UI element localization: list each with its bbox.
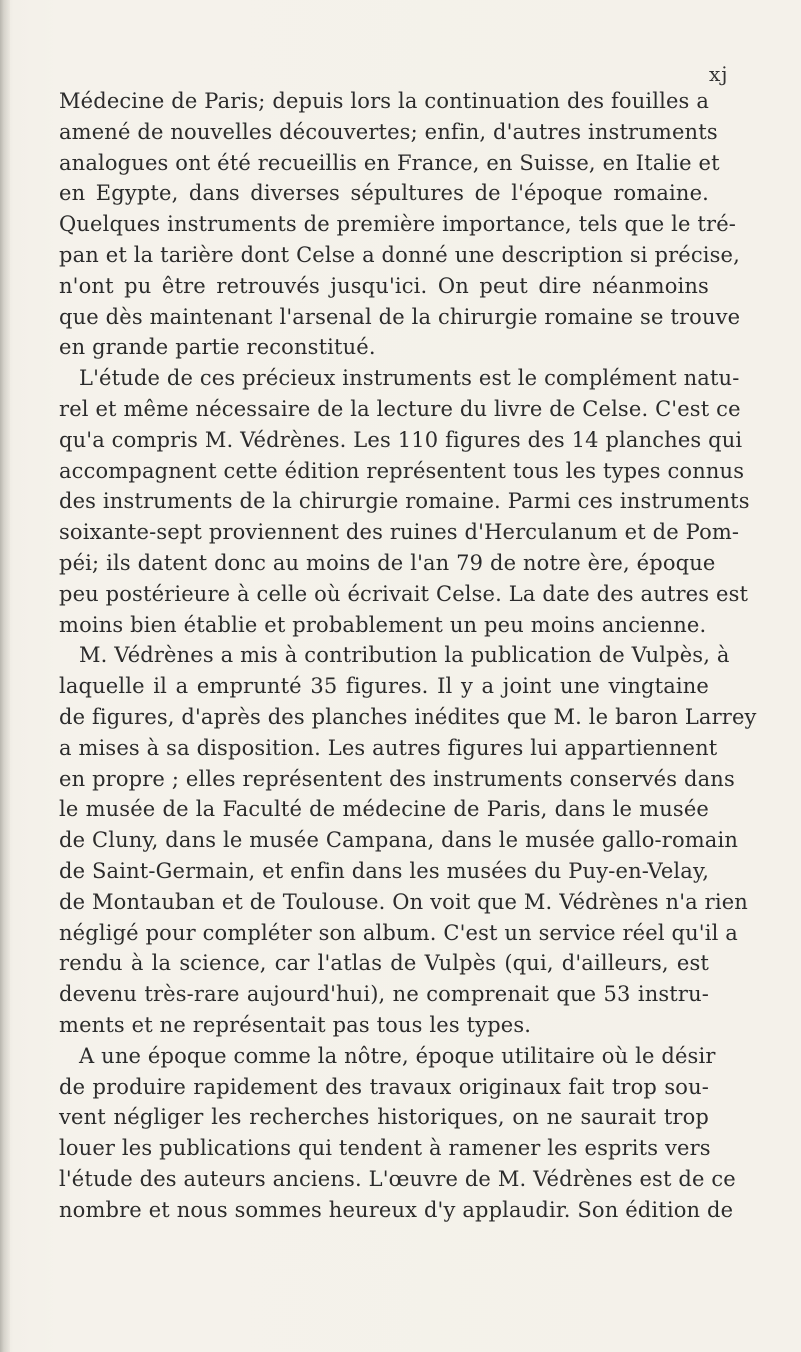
text-line: en propre ; elles représentent des instruments conservés dans	[59, 766, 735, 791]
text-line: analogues ont été recueillis en France, en Suisse, en Italie et	[59, 150, 720, 175]
text-line: pan et la tarière dont Celse a donné une description si précise,	[59, 242, 740, 267]
text-line: en grande partie reconstitué.	[59, 335, 376, 360]
text-line: de Cluny, dans le musée Campana, dans le musée gallo-romain	[59, 828, 739, 853]
text-line: a mises à sa disposition. Les autres figures lui appartiennent	[59, 735, 718, 760]
text-line: rel et même nécessaire de la lecture du livre de Celse. C'est ce	[59, 396, 741, 421]
binding-edge	[0, 0, 10, 1352]
text-line: louer les publications qui tendent à ramener les esprits vers	[59, 1136, 711, 1161]
text-line: qu'a compris M. Védrènes. Les 110 figures des 14 planches qui	[59, 427, 743, 452]
text-line: que dès maintenant l'arsenal de la chirurgie romaine se trouve	[59, 304, 741, 329]
text-line: en Egypte, dans diverses sépultures de l'époque romaine.	[59, 181, 709, 206]
text-line: de produire rapidement des travaux originaux fait trop sou-	[59, 1074, 709, 1099]
text-line: nombre et nous sommes heureux d'y applaudir. Son édition de	[59, 1197, 734, 1222]
text-line: le musée de la Faculté de médecine de Paris, dans le musée	[59, 797, 709, 822]
text-line: A une époque comme la nôtre, époque utilitaire où le désir	[79, 1043, 716, 1068]
text-line: peu postérieure à celle où écrivait Celse. La date des autres est	[59, 581, 749, 606]
text-line: Quelques instruments de première importance, tels que le tré-	[59, 212, 737, 237]
body-text	[59, 86, 757, 1225]
text-line: M. Védrènes a mis à contribution la publication de Vulpès, à	[79, 643, 730, 668]
text-line: laquelle il a emprunté 35 figures. Il y a joint une vingtaine	[59, 674, 709, 699]
text-line: de figures, d'après des planches inédites que M. le baron Larrey	[59, 704, 757, 729]
text-line: rendu à la science, car l'atlas de Vulpès (qui, d'ailleurs, est	[59, 951, 709, 976]
text-line: de Montauban et de Toulouse. On voit que M. Védrènes n'a rien	[59, 889, 748, 914]
text-line: de Saint-Germain, et enfin dans les musées du Puy-en-Velay,	[59, 858, 710, 883]
text-line: vent négliger les recherches historiques, on ne saurait trop	[59, 1105, 709, 1130]
text-line: accompagnent cette édition représentent tous les types connus	[59, 458, 745, 483]
text-line: amené de nouvelles découvertes; enfin, d'autres instruments	[59, 119, 718, 144]
text-line: ments et ne représentait pas tous les types.	[59, 1012, 532, 1037]
text-line: Médecine de Paris; depuis lors la continuation des fouilles a	[59, 89, 709, 113]
text-line: moins bien établie et probablement un peu moins ancienne.	[59, 612, 707, 637]
text-line: devenu très-rare aujourd'hui), ne comprenait que 53 instru-	[59, 982, 709, 1007]
text-line: soixante-sept proviennent des ruines d'Herculanum et de Pom-	[59, 520, 740, 545]
text-line: n'ont pu être retrouvés jusqu'ici. On peut dire néanmoins	[59, 273, 709, 298]
text-line: des instruments de la chirurgie romaine. Parmi ces instruments	[59, 489, 750, 514]
text-line: négligé pour compléter son album. C'est un service réel qu'il a	[59, 920, 738, 945]
text-line: péi; ils datent donc au moins de l'an 79 de notre ère, époque	[59, 550, 716, 575]
page-number: xj	[709, 62, 729, 86]
text-line: l'étude des auteurs anciens. L'œuvre de M. Védrènes est de ce	[59, 1166, 736, 1191]
text-line: L'étude de ces précieux instruments est le complément natu-	[79, 366, 740, 391]
